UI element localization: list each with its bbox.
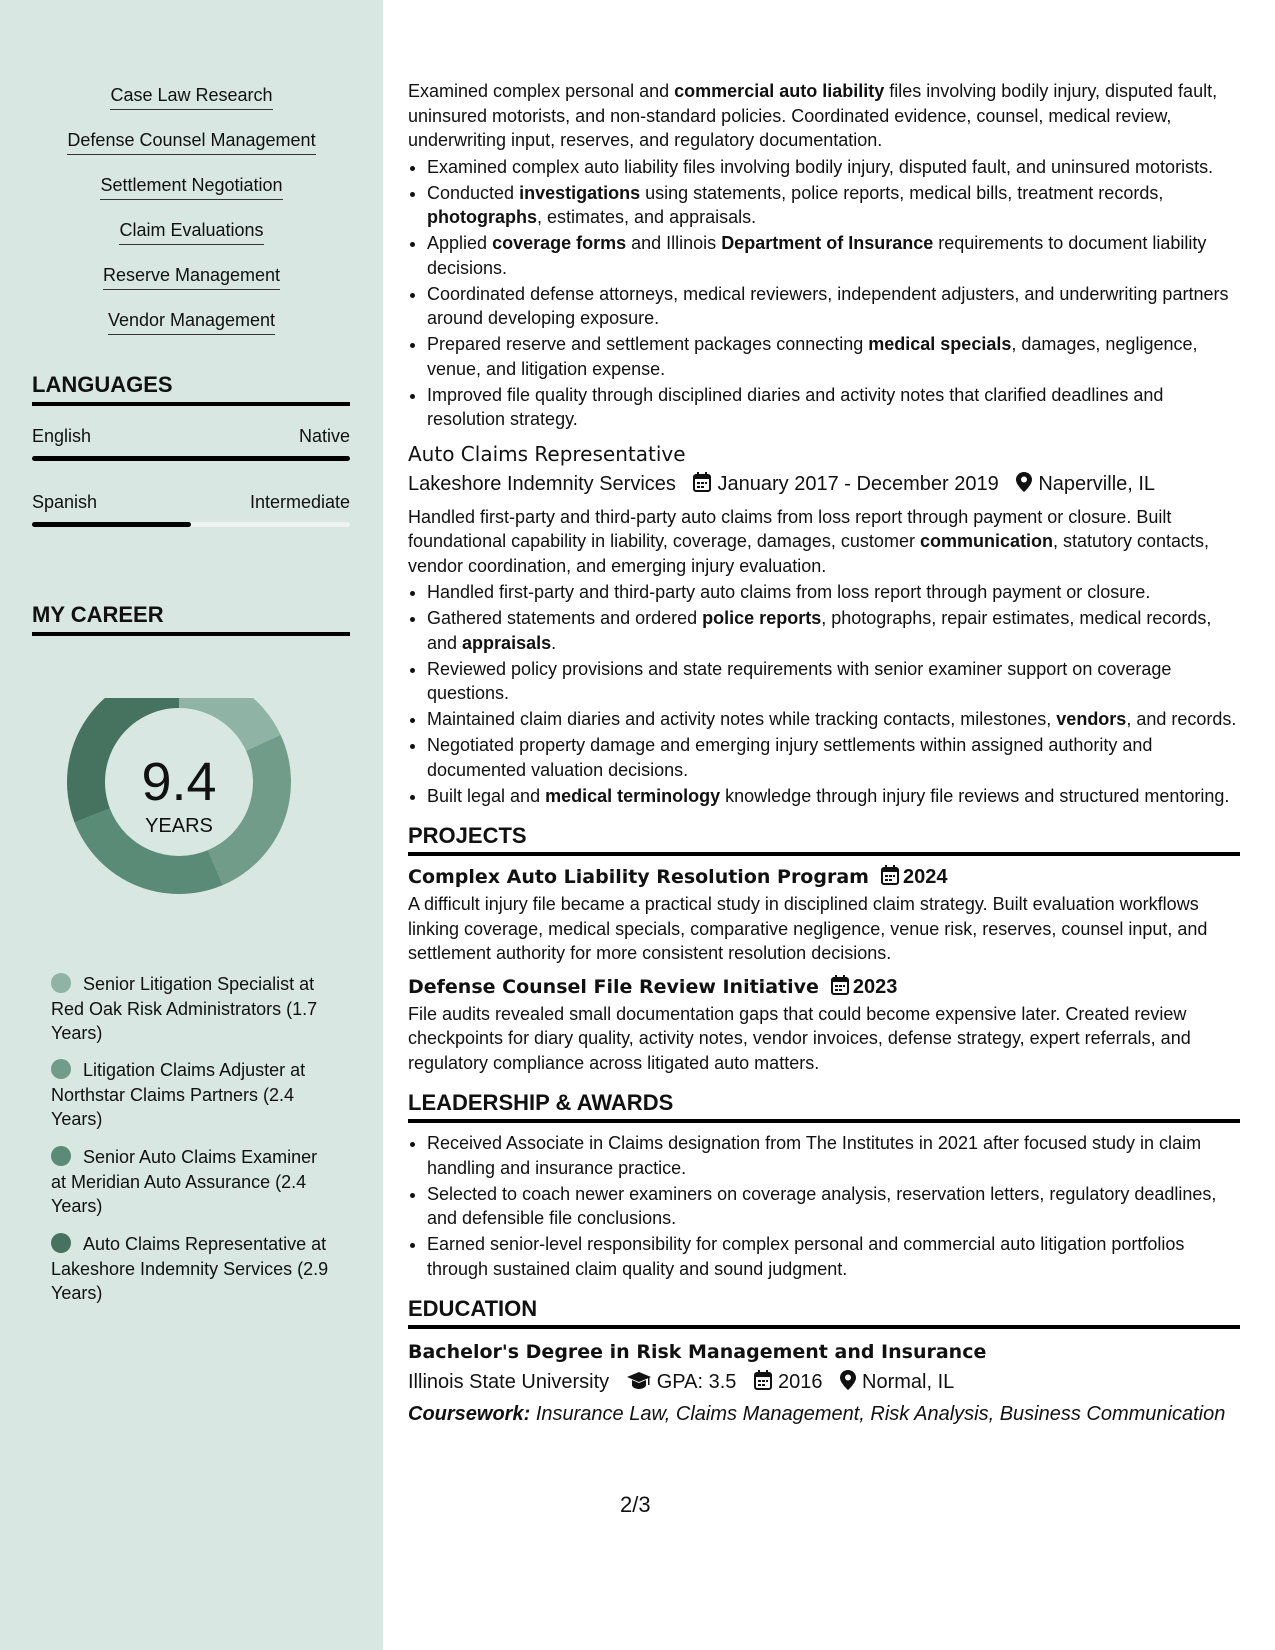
language-proficiency-fill bbox=[32, 522, 191, 527]
job-bullets bbox=[408, 580, 1240, 808]
bullet-item: • Handled first-party and third-party auto claims from loss report through payment or closure. bbox=[427, 580, 1240, 605]
bullet-item: • Maintained claim diaries and activity notes while tracking contacts, milestones, vendors, and records. bbox=[427, 707, 1240, 732]
skills-list bbox=[0, 84, 383, 354]
project-title-row bbox=[408, 864, 1240, 892]
project-description: File audits revealed small documentation gaps that could become expensive later. Created review checkpoints for diary quality, activity notes, vendor invoices, defense strategy, expert referrals, and regulatory compliance across litigated auto matters. bbox=[408, 1003, 1191, 1073]
skill-wrapper bbox=[0, 264, 383, 309]
skill-wrapper bbox=[0, 309, 383, 354]
project-description: A difficult injury file became a practical study in disciplined claim strategy. Built evaluation workflows linking coverage, medical specials, comparative negligence, venue risk, reserves, counsel input, and settlement authority for more consistent resolution decisions. bbox=[408, 894, 1208, 963]
bullet-item: • Gathered statements and ordered police reports, photographs, repair estimates, medical records, and appraisals. bbox=[427, 606, 1240, 655]
skill-wrapper bbox=[0, 129, 383, 174]
career-item-text: Auto Claims Representative at Lakeshore Indemnity Services (2.9 Years) bbox=[51, 1234, 329, 1303]
career-total-unit: YEARS bbox=[145, 815, 213, 837]
education-heading: EDUCATION bbox=[408, 1296, 1240, 1329]
bullet-item: • Improved file quality through disciplined diaries and activity notes that clarified deadlines and resolution strategy. bbox=[427, 383, 1240, 432]
skill-link[interactable]: Defense Counsel Management bbox=[67, 129, 315, 155]
location-pin-icon bbox=[840, 1370, 856, 1397]
award-item: • Received Associate in Claims designation from The Institutes in 2021 after focused study in claim handling and insurance practice. bbox=[427, 1131, 1240, 1180]
award-item: • Selected to coach newer examiners on coverage analysis, reservation letters, regulatory deadlines, and defensible file conclusions. bbox=[427, 1182, 1240, 1231]
career-total-value: 9.4 bbox=[141, 752, 217, 812]
career-item bbox=[51, 1058, 331, 1132]
prev-job-bullets bbox=[408, 155, 1240, 432]
bullet-item: • Applied coverage forms and Illinois Department of Insurance requirements to document liability decisions. bbox=[427, 231, 1240, 280]
calendar-icon bbox=[881, 865, 899, 892]
project-year: 2023 bbox=[852, 975, 898, 998]
skill-link[interactable]: Case Law Research bbox=[110, 84, 272, 110]
language-row bbox=[32, 426, 350, 447]
coursework-label: Coursework: bbox=[408, 1403, 531, 1425]
job-meta bbox=[408, 471, 1240, 499]
coursework-list: Insurance Law, Claims Management, Risk Analysis, Business Communication bbox=[535, 1403, 1226, 1425]
project-title: Complex Auto Liability Resolution Program bbox=[408, 866, 869, 888]
prev-job-summary: Examined complex personal and commercial auto liability files involving bodily injury, disputed fault, uninsured motorists, and non-standard policies. Coordinated evidence, counsel, medical review, underwriting input, reserves, and regulatory documentation. bbox=[408, 81, 1218, 150]
school-name: Illinois State University bbox=[408, 1371, 610, 1393]
coursework bbox=[408, 1401, 1240, 1427]
education-location: Normal, IL bbox=[862, 1371, 955, 1393]
legend-dot bbox=[51, 1059, 71, 1079]
career-item bbox=[51, 1145, 331, 1219]
bullet-item: • Negotiated property damage and emerging injury settlements within assigned authority and documented valuation decisions. bbox=[427, 733, 1240, 782]
language-proficiency-fill bbox=[32, 456, 350, 461]
legend-dot bbox=[51, 1233, 71, 1253]
job-title: Auto Claims Representative bbox=[408, 441, 686, 466]
language-proficiency-bar bbox=[32, 456, 350, 461]
page-number: 2/3 bbox=[620, 1492, 651, 1517]
language-level: Native bbox=[298, 426, 350, 446]
job-company: Lakeshore Indemnity Services bbox=[408, 472, 676, 495]
bullet-item: • Prepared reserve and settlement packages connecting medical specials, damages, negligence, venue, and litigation expense. bbox=[427, 332, 1240, 381]
skill-wrapper bbox=[0, 174, 383, 219]
bullet-item: • Built legal and medical terminology knowledge through injury file reviews and structured mentoring. bbox=[427, 784, 1240, 809]
skill-wrapper bbox=[0, 84, 383, 129]
education-meta bbox=[408, 1369, 1240, 1397]
calendar-icon bbox=[693, 472, 711, 499]
graduation-cap-icon bbox=[627, 1371, 651, 1397]
bullet-item: • Reviewed policy provisions and state requirements with senior examiner support on coverage questions. bbox=[427, 657, 1240, 706]
job-dates: January 2017 - December 2019 bbox=[717, 472, 999, 495]
education-gpa: GPA: 3.5 bbox=[656, 1371, 737, 1393]
job-location: Naperville, IL bbox=[1038, 472, 1156, 495]
bullet-item: • Examined complex auto liability files involving bodily injury, disputed fault, and uninsured motorists. bbox=[427, 155, 1240, 180]
legend-dot bbox=[51, 1146, 71, 1166]
project-title: Defense Counsel File Review Initiative bbox=[408, 975, 819, 998]
bullet-item: • Coordinated defense attorneys, medical reviewers, independent adjusters, and underwriting partners around developing exposure. bbox=[427, 282, 1240, 331]
career-item-text: Senior Litigation Specialist at Red Oak Risk Administrators (1.7 Years) bbox=[51, 974, 318, 1043]
project-title-row bbox=[408, 974, 1240, 1002]
career-item-text: Senior Auto Claims Examiner at Meridian Auto Assurance (2.4 Years) bbox=[51, 1147, 318, 1216]
language-name: English bbox=[32, 426, 92, 446]
award-item: • Earned senior-level responsibility for complex personal and commercial auto litigation portfolios through sustained claim quality and sound judgment. bbox=[427, 1232, 1240, 1281]
languages-heading: LANGUAGES bbox=[32, 372, 350, 406]
career-heading: MY CAREER bbox=[32, 602, 350, 636]
legend-dot bbox=[51, 973, 71, 993]
projects-heading: PROJECTS bbox=[408, 823, 1240, 856]
job-summary: Handled first-party and third-party auto claims from loss report through payment or closure. Built foundational capability in liability, coverage, damages, customer communication, statutory contacts, vendor coordination, and emerging injury evaluation. bbox=[408, 506, 1210, 576]
education-year: 2016 bbox=[777, 1371, 823, 1393]
calendar-icon bbox=[831, 975, 849, 1002]
awards-list bbox=[408, 1131, 1240, 1281]
career-item-text: Litigation Claims Adjuster at Northstar Claims Partners (2.4 Years) bbox=[51, 1060, 306, 1129]
career-item bbox=[51, 1232, 331, 1306]
project-year: 2024 bbox=[902, 866, 948, 888]
language-proficiency-bar bbox=[32, 522, 350, 527]
language-name: Spanish bbox=[32, 492, 98, 512]
projects-list bbox=[408, 864, 1240, 1075]
skill-link[interactable]: Reserve Management bbox=[103, 264, 280, 290]
degree-title: Bachelor's Degree in Risk Management and Insurance bbox=[408, 1341, 987, 1363]
language-row bbox=[32, 492, 350, 513]
sidebar bbox=[0, 0, 383, 1650]
career-donut-chart bbox=[0, 698, 383, 938]
donut-segment bbox=[208, 735, 291, 885]
language-level: Intermediate bbox=[249, 492, 350, 512]
skill-link[interactable]: Claim Evaluations bbox=[119, 219, 263, 245]
skill-link[interactable]: Settlement Negotiation bbox=[100, 174, 282, 200]
skill-link[interactable]: Vendor Management bbox=[108, 309, 275, 335]
location-pin-icon bbox=[1016, 472, 1032, 499]
awards-heading: LEADERSHIP & AWARDS bbox=[408, 1090, 1240, 1123]
calendar-icon bbox=[754, 1370, 772, 1397]
career-item bbox=[51, 972, 331, 1046]
main-content bbox=[408, 0, 1240, 1427]
skill-wrapper bbox=[0, 219, 383, 264]
bullet-item: • Conducted investigations using statements, police reports, medical bills, treatment records, photographs, estimates, and appraisals. bbox=[427, 181, 1240, 230]
